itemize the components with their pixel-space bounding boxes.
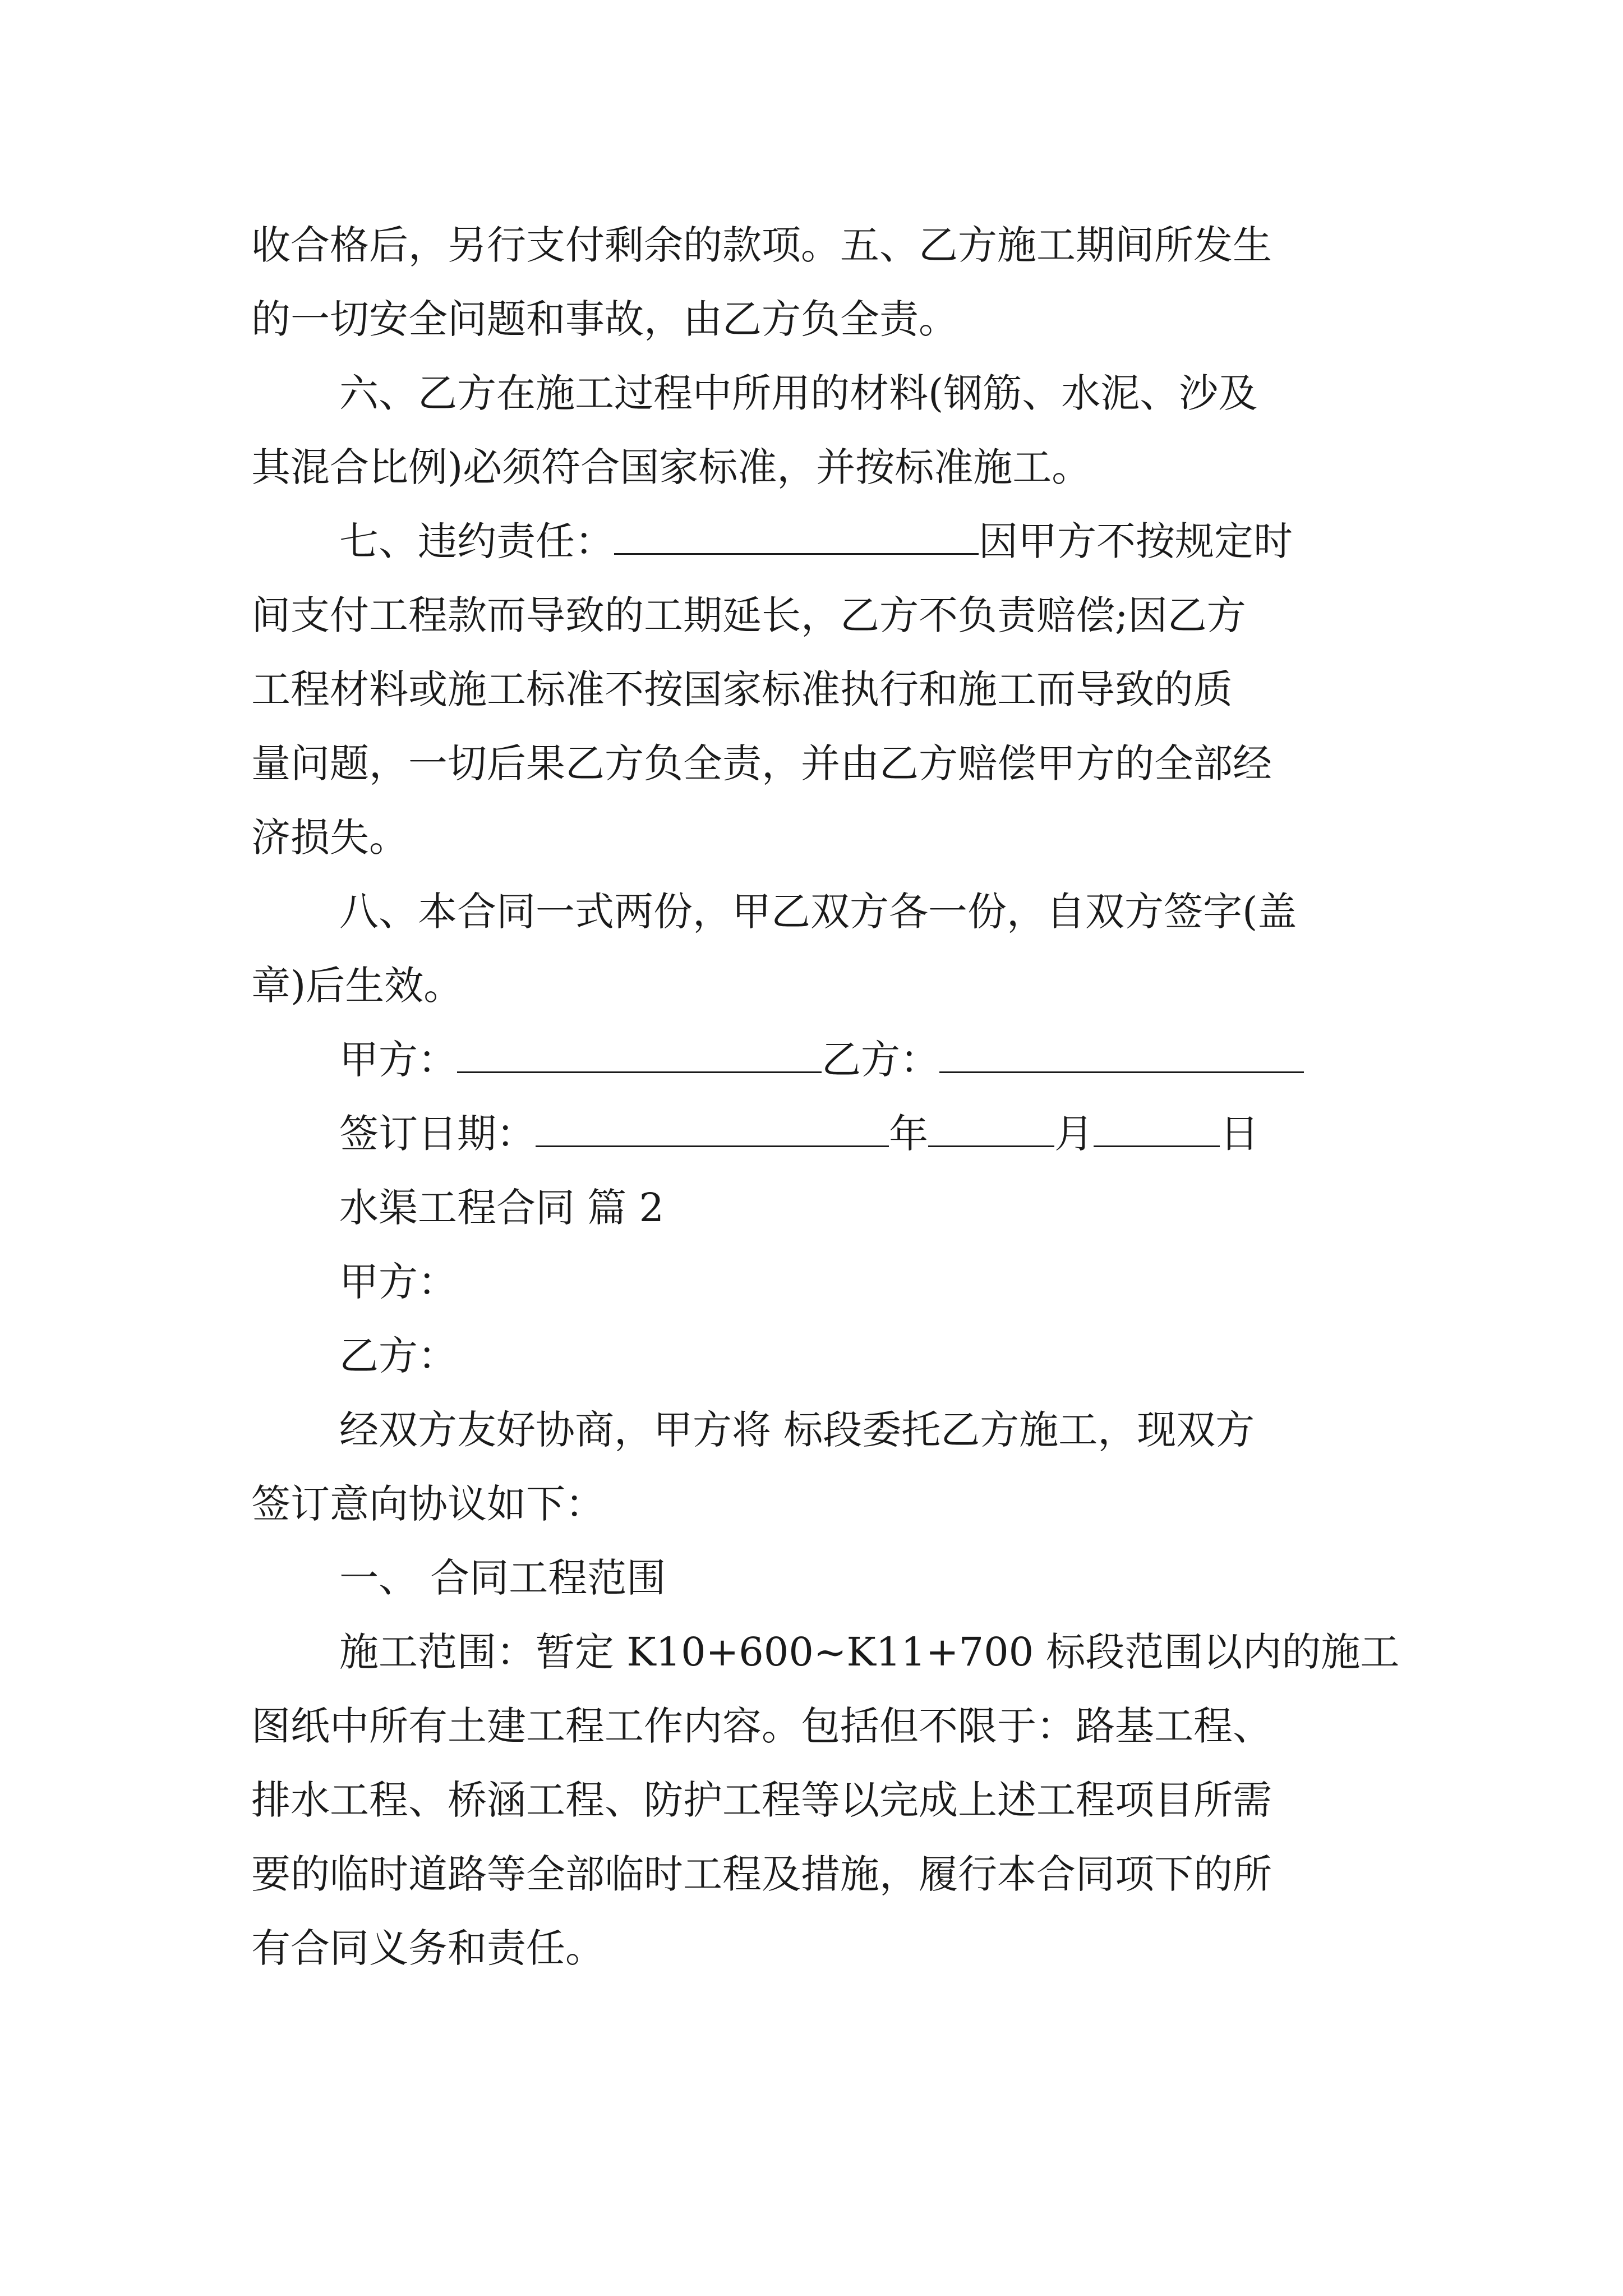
year-label: 年 xyxy=(889,1111,928,1157)
paragraph-line: 工程材料或施工标准不按国家标准执行和施工而导致的质 xyxy=(251,666,1233,712)
day-label: 日 xyxy=(1220,1111,1259,1157)
month-label: 月 xyxy=(1054,1111,1094,1157)
paragraph-line: 经双方友好协商，甲方将 标段委托乙方施工，现双方 xyxy=(339,1407,1255,1453)
breach-blank-field xyxy=(614,521,979,555)
signing-date-label: 签订日期： xyxy=(339,1111,536,1157)
section-title: 水渠工程合同 篇 2 xyxy=(339,1185,665,1231)
paragraph-line: 济损失。 xyxy=(251,815,408,861)
clause-heading: 一、 合同工程范围 xyxy=(339,1555,666,1601)
paragraph-line: 间支付工程款而导致的工期延长，乙方不负责赔偿;因乙方 xyxy=(251,592,1246,638)
signature-party-line xyxy=(339,1034,1304,1085)
breach-clause-line xyxy=(339,516,1293,567)
party-a-signature-blank xyxy=(457,1039,822,1073)
paragraph-line: 有合同义务和责任。 xyxy=(251,1925,605,1971)
signing-date-line xyxy=(339,1108,1259,1159)
paragraph-line: 要的临时道路等全部临时工程及措施，履行本合同项下的所 xyxy=(251,1851,1272,1897)
day-blank xyxy=(1094,1113,1220,1147)
party-a-line: 甲方： xyxy=(339,1259,457,1305)
paragraph-line: 的一切安全问题和事故，由乙方负全责。 xyxy=(251,296,958,342)
party-b-signature-blank xyxy=(939,1039,1304,1073)
breach-clause-text: 因甲方不按规定时 xyxy=(979,518,1293,564)
party-b-line: 乙方： xyxy=(339,1333,457,1379)
paragraph-line: 收合格后，另行支付剩余的款项。五、乙方施工期间所发生 xyxy=(251,222,1272,268)
paragraph-line: 图纸中所有土建工程工作内容。包括但不限于：路基工程、 xyxy=(251,1703,1272,1749)
party-b-label: 乙方： xyxy=(822,1037,939,1083)
paragraph-line: 签订意向协议如下： xyxy=(251,1481,605,1527)
month-blank xyxy=(928,1113,1054,1147)
paragraph-line: 八、本合同一式两份，甲乙双方各一份，自双方签字(盖 xyxy=(339,889,1297,935)
signing-date-blank xyxy=(536,1113,889,1147)
paragraph-line: 排水工程、桥涵工程、防护工程等以完成上述工程项目所需 xyxy=(251,1777,1272,1823)
paragraph-line: 其混合比例)必须符合国家标准，并按标准施工。 xyxy=(251,444,1091,490)
paragraph-line: 量问题，一切后果乙方负全责，并由乙方赔偿甲方的全部经 xyxy=(251,740,1272,786)
breach-clause-label: 七、违约责任： xyxy=(339,518,614,564)
party-a-label: 甲方： xyxy=(339,1037,457,1083)
paragraph-line: 章)后生效。 xyxy=(251,963,463,1009)
paragraph-line: 六、乙方在施工过程中所用的材料(钢筋、水泥、沙及 xyxy=(339,370,1258,416)
paragraph-line: 施工范围：暂定 K10+600~K11+700 标段范围以内的施工 xyxy=(339,1629,1400,1675)
